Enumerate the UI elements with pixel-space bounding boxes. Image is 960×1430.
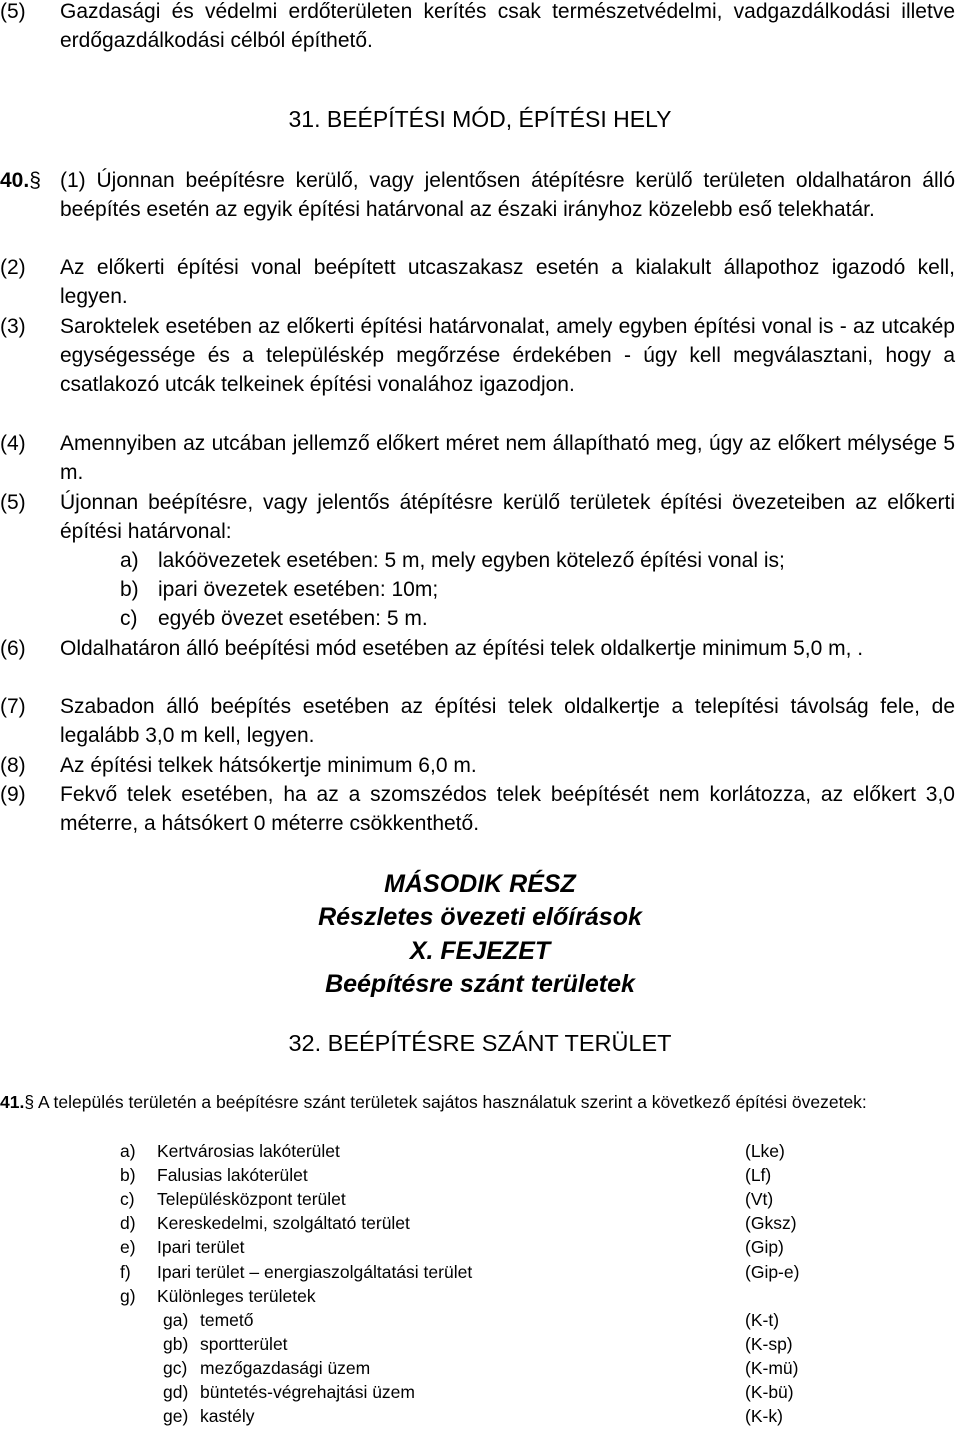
item-text: Kertvárosias lakóterület <box>157 1141 340 1161</box>
paragraph-40-5 <box>0 488 955 546</box>
paragraph-40-4 <box>0 429 955 487</box>
item-text: egyéb övezet esetében: 5 m. <box>158 607 428 630</box>
zone-list-item <box>120 1211 410 1235</box>
item-label: gc) <box>163 1358 188 1378</box>
zone-sublist-item <box>163 1404 254 1428</box>
paragraph-31-5 <box>0 0 955 55</box>
item-text: Ipari terület <box>157 1237 245 1257</box>
paragraph-40-9 <box>0 780 955 838</box>
paragraph-number: (8) <box>0 754 26 777</box>
zone-list-item <box>120 1235 245 1259</box>
item-label: a) <box>120 1141 136 1161</box>
paragraph-40-6 <box>0 634 955 663</box>
paragraph-text: Az előkerti építési vonal beépített utcaszakasz esetén a kialakult állapothoz igazodó kell, legyen. <box>60 256 955 308</box>
section-mark: § <box>24 1092 35 1112</box>
article-text: A település területén a beépítésre szánt területek sajátos használatuk szerint a következő építési övezetek: <box>37 1092 867 1112</box>
item-text: sportterület <box>200 1334 288 1354</box>
article-41 <box>0 1090 955 1114</box>
item-text: mezőgazdasági üzem <box>200 1358 371 1378</box>
item-text: Ipari terület – energiaszolgáltatási terület <box>157 1262 473 1282</box>
zone-list-item <box>120 1284 316 1308</box>
part-subtitle: Részletes övezeti előírások <box>318 903 642 931</box>
item-text: büntetés-végrehajtási üzem <box>200 1382 415 1402</box>
zone-code: (Vt) <box>745 1189 774 1209</box>
paragraph-number: (9) <box>0 783 26 806</box>
item-label: c) <box>120 1189 135 1209</box>
list-item <box>120 604 428 633</box>
item-label: gd) <box>163 1382 189 1402</box>
item-text: ipari övezetek esetében: 10m; <box>158 578 439 601</box>
paragraph-text: Amennyiben az utcában jellemző előkert méret nem állapítható meg, úgy az előkert mélysége 5 m. <box>60 432 955 484</box>
item-text: temető <box>200 1310 254 1330</box>
zone-code: (Gip-e) <box>745 1262 800 1282</box>
item-label: e) <box>120 1237 136 1257</box>
zone-sublist-item <box>163 1356 370 1380</box>
item-label: gb) <box>163 1334 189 1354</box>
paragraph-text: Gazdasági és védelmi erdőterületen kerítés csak természetvédelmi, vadgazdálkodási illetve erdőgazdálkodási célból építhető. <box>60 0 955 52</box>
paragraph-text: Az építési telkek hátsókertje minimum 6,0 m. <box>60 754 477 777</box>
zone-code: (Lke) <box>745 1141 785 1161</box>
zone-list-item <box>120 1163 308 1187</box>
item-label: ga) <box>163 1310 189 1330</box>
section-mark: § <box>29 169 41 192</box>
list-item <box>120 575 438 604</box>
item-text: Különleges területek <box>157 1286 316 1306</box>
paragraph-text: Oldalhatáron álló beépítési mód esetében az építési telek oldalkertje minimum 5,0 m, . <box>60 637 864 660</box>
zone-code: (Gksz) <box>745 1213 797 1233</box>
paragraph-number: (6) <box>0 637 26 660</box>
paragraph-number: (4) <box>0 432 26 455</box>
zone-code: (K-k) <box>745 1406 783 1426</box>
paragraph-text: Szabadon álló beépítés esetében az építési telek oldalkertje a telepítési távolság fele, de legalább 3,0 m kell, legyen. <box>60 695 955 747</box>
paragraph-text: Saroktelek esetében az előkerti építési határvonalat, amely egyben építési vonal is - az utcakép egységessége és a településkép megőrzése érdekében - úgy kell megválasztani, hogy a csatlakozó utcák telkeinek építési vonalához igazodjon. <box>60 315 955 396</box>
zone-sublist-item <box>163 1380 415 1404</box>
item-label: f) <box>120 1262 131 1282</box>
paragraph-number: (5) <box>0 491 26 514</box>
item-label: a) <box>120 549 139 572</box>
zone-list-item <box>120 1260 472 1284</box>
item-label: b) <box>120 1165 136 1185</box>
item-label: b) <box>120 578 139 601</box>
paragraph-text: Újonnan beépítésre kerülő, vagy jelentősen átépítésre kerülő területen oldalhatáron álló beépítés esetén az egyik építési határvonal az északi irányhoz közelebb eső telekhatár. <box>60 169 956 221</box>
zone-code: (K-bü) <box>745 1382 794 1402</box>
item-label: ge) <box>163 1406 189 1426</box>
paragraph-text: Fekvő telek esetében, ha az a szomszédos telek beépítését nem korlátozza, az előkert 3,0 méterre, a hátsókert 0 méterre csökkenthető. <box>60 783 955 835</box>
zone-code: (Lf) <box>745 1165 772 1185</box>
zone-sublist-item <box>163 1308 254 1332</box>
zone-code: (K-mü) <box>745 1358 799 1378</box>
item-label: g) <box>120 1286 136 1306</box>
article-number: 40. <box>0 169 30 192</box>
item-text: kastély <box>200 1406 255 1426</box>
zone-code: (K-sp) <box>745 1334 793 1354</box>
zone-list-item <box>120 1139 340 1163</box>
item-label: c) <box>120 607 138 630</box>
paragraph-number: (2) <box>0 256 26 279</box>
part-title: MÁSODIK RÉSZ <box>384 870 576 898</box>
paragraph-body <box>60 166 955 224</box>
chapter-subtitle: Beépítésre szánt területek <box>325 970 635 998</box>
item-text: Kereskedelmi, szolgáltató terület <box>157 1213 410 1233</box>
paragraph-number: (3) <box>0 315 26 338</box>
paragraph-40-1 <box>0 166 955 224</box>
item-label: d) <box>120 1213 136 1233</box>
chapter-title: X. FEJEZET <box>409 937 551 965</box>
paragraph-40-7 <box>0 692 955 750</box>
item-text: lakóövezetek esetében: 5 m, mely egyben kötelező építési vonal is; <box>158 549 785 572</box>
section-heading-31: 31. BEÉPÍTÉSI MÓD, ÉPÍTÉSI HELY <box>288 106 672 132</box>
item-text: Falusias lakóterület <box>157 1165 308 1185</box>
zone-code: (Gip) <box>745 1237 784 1257</box>
zone-list-item <box>120 1187 346 1211</box>
zone-code: (K-t) <box>745 1310 780 1330</box>
paragraph-40-3 <box>0 312 955 399</box>
paragraph-40-2 <box>0 253 955 311</box>
paragraph-number: (1) <box>60 169 86 192</box>
zone-sublist-item <box>163 1332 288 1356</box>
list-item <box>120 546 785 575</box>
paragraph-40-8 <box>0 751 955 780</box>
item-text: Településközpont terület <box>157 1189 346 1209</box>
section-heading-32: 32. BEÉPÍTÉSRE SZÁNT TERÜLET <box>288 1030 672 1056</box>
paragraph-number: (5) <box>0 0 26 23</box>
article-number: 41. <box>0 1092 25 1112</box>
paragraph-number: (7) <box>0 695 26 718</box>
paragraph-text: Újonnan beépítésre, vagy jelentős átépítésre kerülő területek építési övezeteiben az előkerti építési határvonal: <box>60 491 955 543</box>
